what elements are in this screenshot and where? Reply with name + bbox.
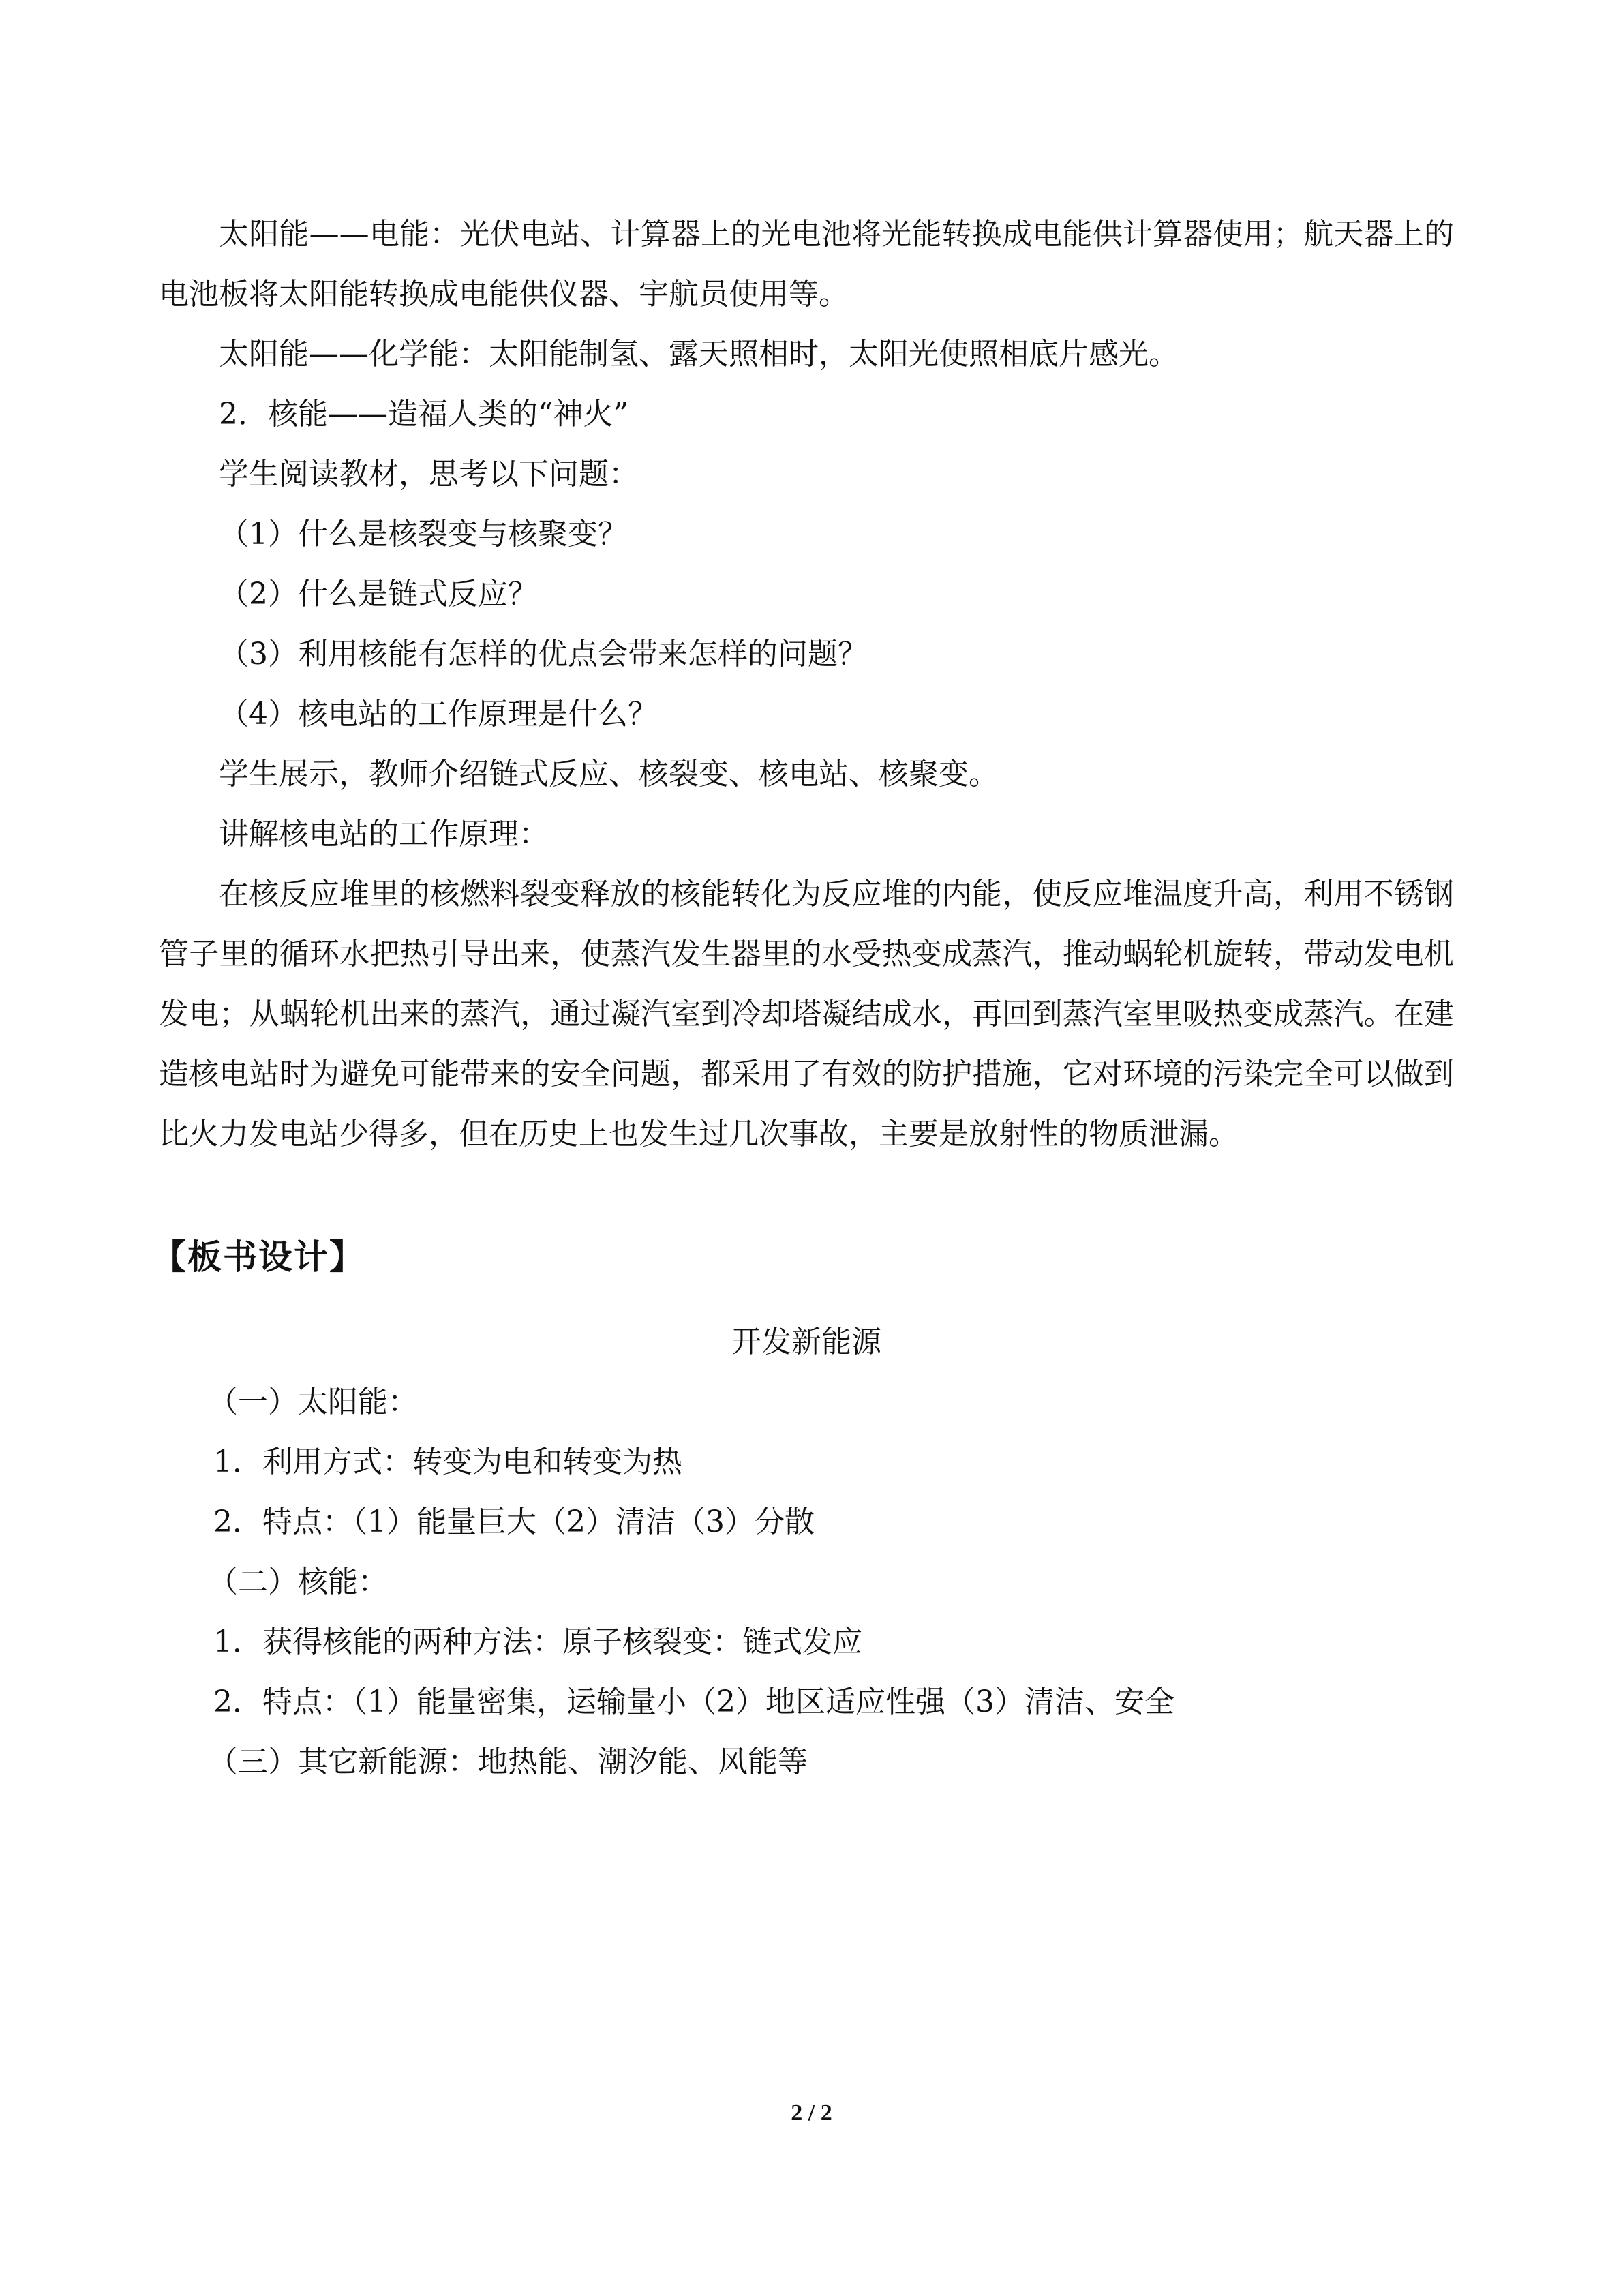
paragraph-explain-principle: 讲解核电站的工作原理：: [219, 817, 549, 851]
board-line-solar-usage: 1．利用方式：转变为电和转变为热: [213, 1445, 682, 1479]
lesson-body: [159, 205, 1454, 1164]
paragraph-student-display: 学生展示，教师介绍链式反应、核裂变、核电站、核聚变。: [219, 757, 999, 791]
question-3: （3）利用核能有怎样的优点会带来怎样的问题？: [219, 637, 868, 671]
board-line-nuclear: （二）核能：: [208, 1565, 388, 1599]
board-line-solar: （一）太阳能：: [208, 1385, 418, 1419]
subheading-nuclear: 2．核能——造福人类的“神火”: [219, 397, 628, 432]
board-line-other-energy: （三）其它新能源：地热能、潮汐能、风能等: [208, 1744, 808, 1779]
board-line-nuclear-methods: 1．获得核能的两种方法：原子核裂变：链式发应: [213, 1625, 862, 1659]
question-1: （1）什么是核裂变与核聚变？: [219, 517, 628, 552]
board-design: [159, 1312, 1454, 1792]
board-title: 开发新能源: [731, 1325, 881, 1359]
board-line-nuclear-features: 2．特点：（1）能量密集，运输量小（2）地区适应性强（3）清洁、安全: [213, 1685, 1174, 1719]
section-title-board-design: 【板书设计】: [152, 1237, 365, 1277]
paragraph-solar-chemical: 太阳能——化学能：太阳能制氢、露天照相时，太阳光使照相底片感光。: [219, 337, 1179, 372]
page-number: 2 / 2: [791, 2100, 832, 2126]
question-2: （2）什么是链式反应？: [219, 577, 538, 611]
question-4: （4）核电站的工作原理是什么？: [219, 697, 658, 731]
board-line-solar-features: 2．特点：（1）能量巨大（2）清洁（3）分散: [213, 1505, 815, 1539]
paragraph-reactor-principle: 在核反应堆里的核燃料裂变释放的核能转化为反应堆的内能，使反应堆温度升高，利用不锈钢管子里的循环水把热引导出来，使蒸汽发生器里的水受热变成蒸汽，推动蜗轮机旋转，带动发电机发电；从蜗轮机出来的蒸汽，通过凝汽室到冷却塔凝结成水，再回到蒸汽室里吸热变成蒸汽。在建造核电站时为避免可能带来的安全问题，都采用了有效的防护措施，它对环境的污染完全可以做到比火力发电站少得多，但在历史上也发生过几次事故，主要是放射性的物质泄漏。: [159, 877, 1454, 1151]
paragraph-student-reading: 学生阅读教材，思考以下问题：: [219, 457, 639, 492]
paragraph-solar-electric: 太阳能——电能：光伏电站、计算器上的光电池将光能转换成电能供计算器使用；航天器上的电池板将太阳能转换成电能供仪器、宇航员使用等。: [159, 217, 1454, 312]
